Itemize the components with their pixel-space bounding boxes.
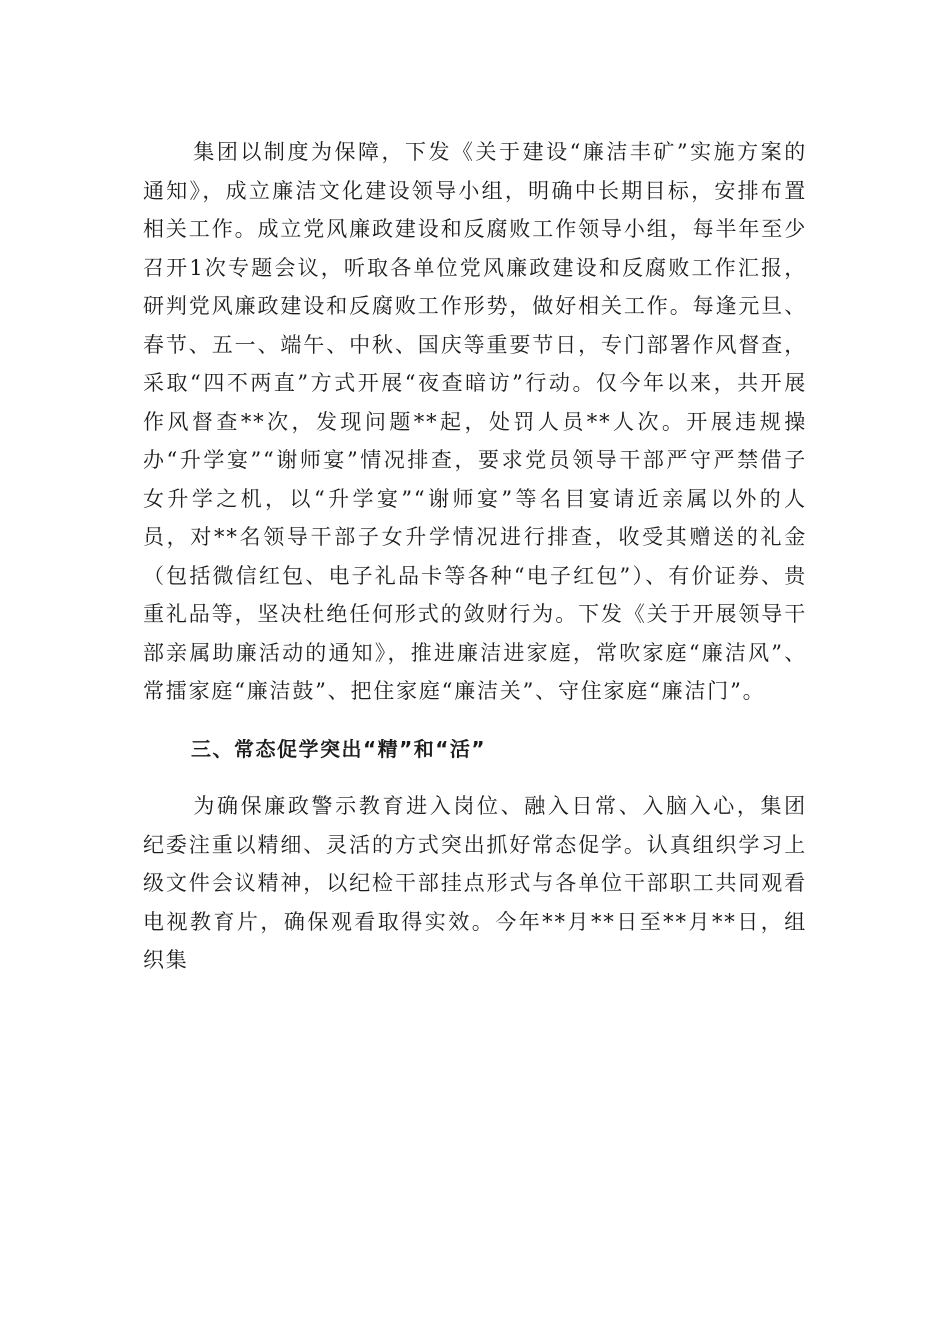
body-paragraph-institution: 集团以制度为保障，下发《关于建设“廉洁丰矿”实施方案的通知》，成立廉洁文化建设领导小组，明确中长期目标，安排布置相关工作。成立党风廉政建设和反腐败工作领导小组，每半年至少召开1次专题会议，听取各单位党风廉政建设和反腐败工作汇报，研判党风廉政建设和反腐败工作形势，做好相关工作。每逢元旦、春节、五一、端午、中秋、国庆等重要节日，专门部署作风督查，采取“四不两直”方式开展“夜查暗访”行动。仅今年以来，共开展作风督查**次，发现问题**起，处罚人员**人次。开展违规操办“升学宴”“谢师宴”情况排查，要求党员领导干部严守严禁借子女升学之机，以“升学宴”“谢师宴”等名目宴请近亲属以外的人员，对**名领导干部子女升学情况进行排查，收受其赠送的礼金（包括微信红包、电子礼品卡等各种“电子红包”）、有价证券、贵重礼品等，坚决杜绝任何形式的敛财行为。下发《关于开展领导干部亲属助廉活动的通知》，推进廉洁进家庭，常吹家庭“廉洁风”、常擂家庭“廉洁鼓”、把住家庭“廉洁关”、守住家庭“廉洁门”。 (143, 140, 807, 703)
body-paragraph-study: 为确保廉政警示教育进入岗位、融入日常、入脑入心，集团纪委注重以精细、灵活的方式突出抓好常态促学。认真组织学习上级文件会议精神，以纪检干部挂点形式与各单位干部职工共同观看电视教育片，确保观看取得实效。今年**月**日至**月**日，组织集 (143, 794, 807, 972)
section-heading-3: 三、常态促学突出“精”和“活” (191, 736, 487, 761)
document-body (143, 133, 807, 980)
